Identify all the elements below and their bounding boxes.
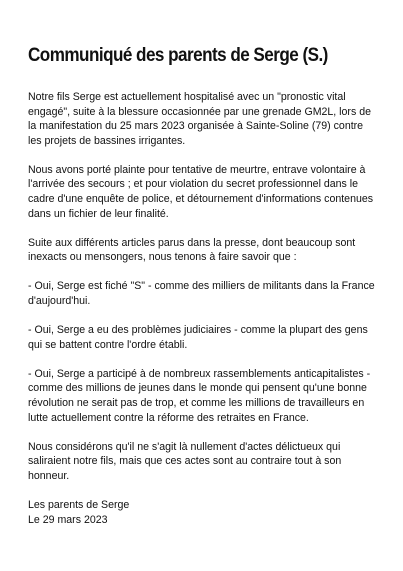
date: Le 29 mars 2023 <box>28 513 108 526</box>
signature: Les parents de Serge <box>28 498 130 511</box>
document-body <box>28 90 375 527</box>
paragraph-judicial: - Oui, Serge a eu des problèmes judiciaires - comme la plupart des gens qui se battent contre l'ordre établi. <box>28 324 368 351</box>
paragraph-conclusion: Nous considérons qu'il ne s'agit là nullement d'actes délictueux qui saliraient notre fils, mais que ces actes sont au contraire tout à son honneur. <box>28 440 342 482</box>
paragraph-press: Suite aux différents articles parus dans la presse, dont beaucoup sont inexacts ou mensongers, nous tenons à faire savoir que : <box>28 236 356 264</box>
paragraph-complaint: Nous avons porté plainte pour tentative de meurtre, entrave volontaire à l'arrivée des secours ; et pour violation du secret professionnel dans le cadre d'une enquête de police, et détournement d'informations contenues dans un fichier de leur finalité. <box>28 163 374 220</box>
paragraph-anticapitalist: - Oui, Serge a participé à de nombreux rassemblements anticapitalistes - comme des millions de jeunes dans le monde qui pensent qu'une bonne révolution ne serait pas de trop, et comme les millions de travailleurs en lutte actuellement contre la réforme des retraites en France. <box>28 367 371 424</box>
paragraph-fiche-s: - Oui, Serge est fiché "S" - comme des milliers de militants dans la France d'aujourd'hui. <box>28 280 375 308</box>
paragraph-intro: Notre fils Serge est actuellement hospitalisé avec un "pronostic vital engagé", suite à la blessure occasionnée par une grenade GM2L, lors de la manifestation du 25 mars 2023 organisée à Sainte-Soline (79) contre les projets de bassines irrigantes. <box>28 91 371 147</box>
document-title: Communiqué des parents de Serge (S.) <box>28 45 328 66</box>
